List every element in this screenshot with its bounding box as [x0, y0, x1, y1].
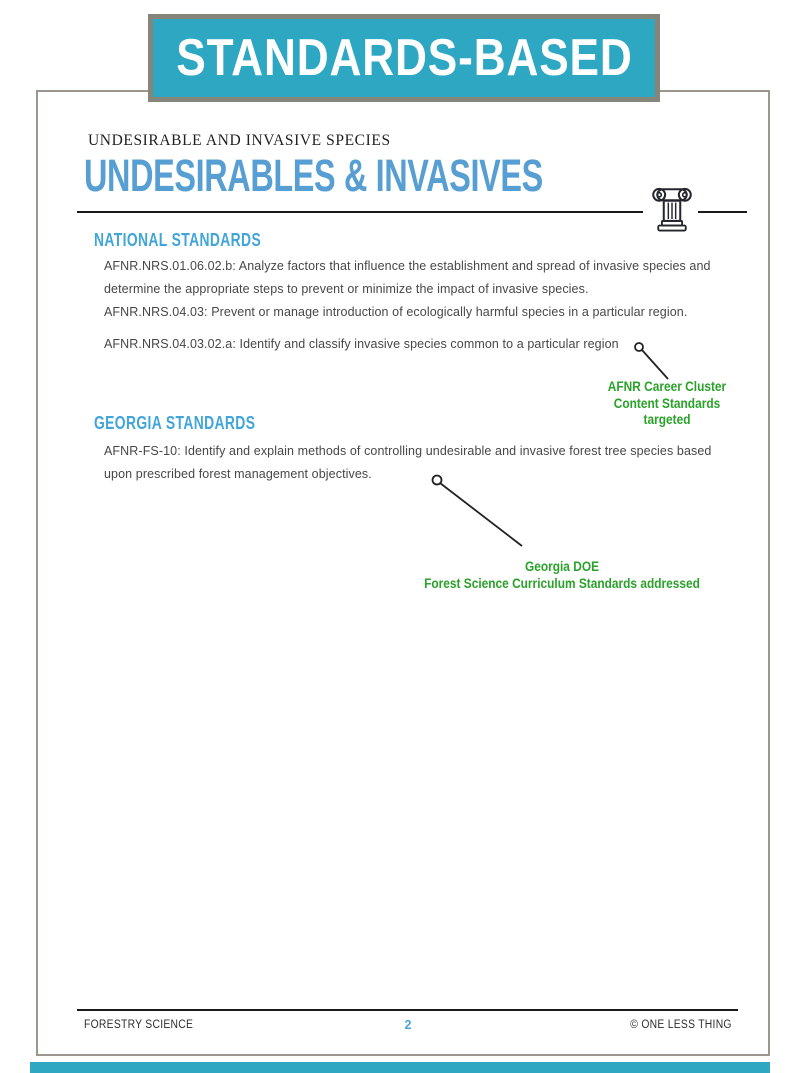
banner-title: STANDARDS-BASED: [175, 29, 633, 87]
georgia-standards-heading: GEORGIA STANDARDS: [94, 412, 256, 433]
annotation-afnr: [561, 378, 774, 428]
eyebrow-text: UNDESIRABLE AND INVASIVE SPECIES: [88, 132, 391, 149]
annotation-line: AFNR Career Cluster: [607, 378, 727, 394]
annotation-georgia: [392, 558, 732, 591]
footer-rule: [77, 1009, 738, 1011]
annotation-line: Georgia DOE: [524, 558, 600, 574]
annotation-line: Content Standards: [613, 394, 721, 411]
page-title: UNDESIRABLES & INVASIVES: [84, 150, 543, 201]
standard-paragraph: AFNR.NRS.04.03: Prevent or manage introduction of ecologically harmful species in a particular region.: [104, 305, 688, 319]
standard-paragraph: AFNR.NRS.01.06.02.b: Analyze factors that influence the establishment and spread of invasive species and determine the appropriate steps to prevent or minimize the impact of invasive species.: [104, 259, 711, 296]
national-standards-heading: NATIONAL STANDARDS: [94, 229, 262, 250]
footer-course-name: FORESTRY SCIENCE: [84, 1019, 194, 1031]
bottom-accent-bar: [30, 1062, 770, 1073]
annotation-leader-line: [428, 472, 538, 562]
page-sheet: [36, 90, 770, 1056]
standard-paragraph: AFNR-FS-10: Identify and explain methods of controlling undesirable and invasive forest tree species based upon prescribed forest management objectives.: [104, 444, 712, 481]
footer: [84, 1018, 732, 1032]
greek-column-icon: [650, 186, 694, 232]
footer-copyright: © ONE LESS THING: [630, 1019, 732, 1031]
annotation-line: Forest Science Curriculum Standards addressed: [424, 574, 700, 591]
title-rule-left: [77, 211, 643, 213]
title-rule-right: [698, 211, 747, 213]
standard-paragraph: AFNR.NRS.04.03.02.a: Identify and classify invasive species common to a particular region: [104, 337, 619, 351]
annotation-line: targeted: [643, 411, 691, 427]
standards-based-banner: [148, 14, 660, 102]
page-number: 2: [404, 1018, 412, 1032]
